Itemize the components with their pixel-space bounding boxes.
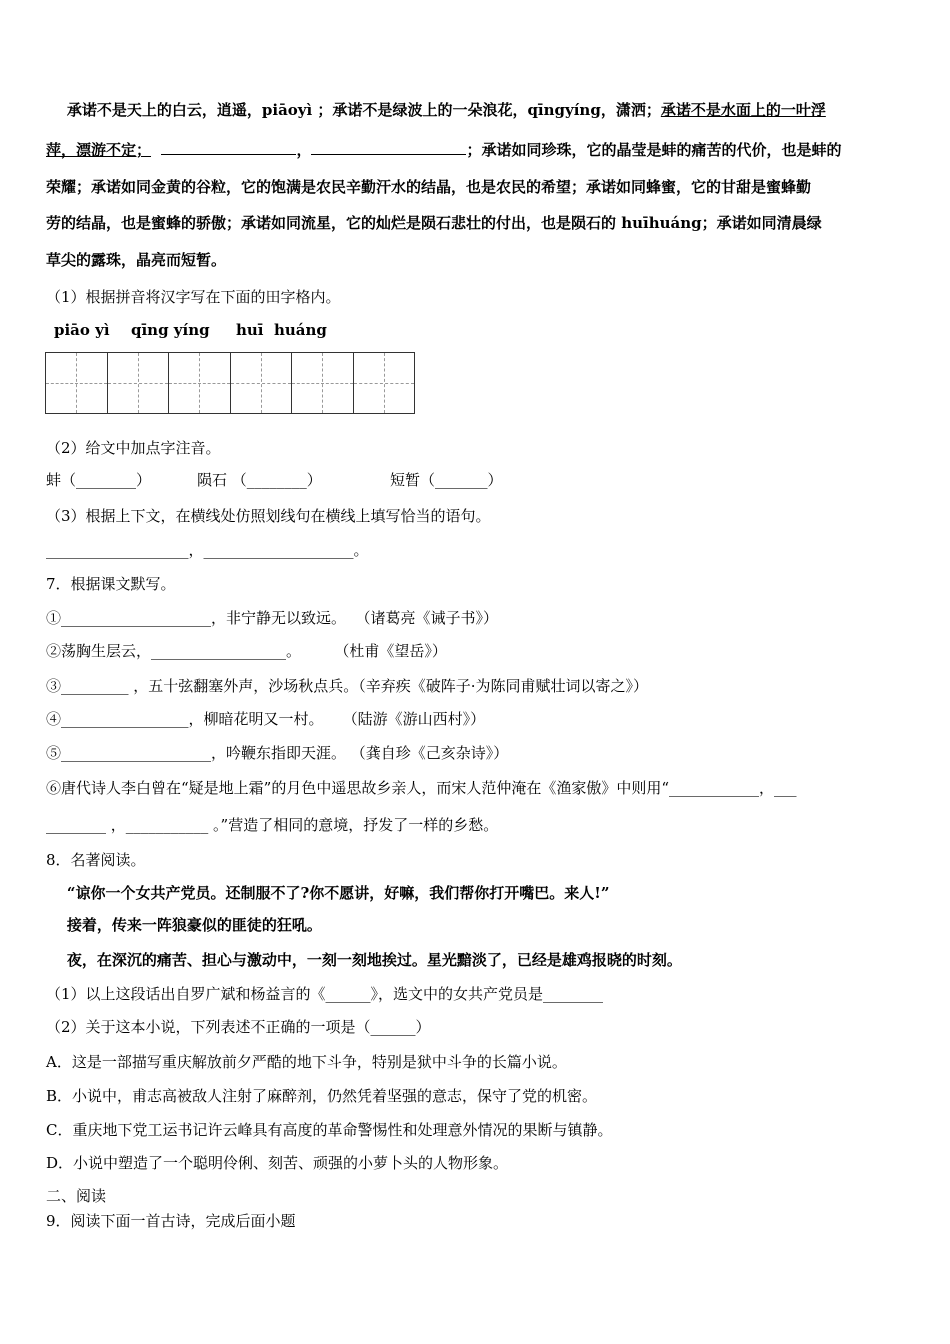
q7-item: ⑥唐代诗人李白曾在“疑是地上霜”的月色中遥思故乡亲人，而宋人范仲淹在《渔家傲》中则用“____________，___ [46,779,797,797]
tianzige-grid [45,352,415,414]
grid-cell[interactable] [231,353,293,413]
grid-cell[interactable] [354,353,415,413]
passage-line-1 [46,100,826,120]
section-heading: 二、阅读 [46,1187,107,1205]
q8-title: 8．名著阅读。 [46,851,146,869]
q1-prompt: （1）根据拼音将汉字写在下面的田字格内。 [46,288,341,306]
fill-blank[interactable] [161,140,296,155]
passage-line-4: 劳的结晶，也是蜜蜂的骄傲；承诺如同流星，它的灿烂是陨石悲壮的付出，也是陨石的 huīhuáng；承诺如同清晨绿 [46,214,822,232]
fill-blank[interactable] [311,140,466,155]
q8-quote: 夜，在深沉的痛苦、担心与激动中，一刻一刻地挨过。星光黯淡了，已经是雄鸡报晓的时刻。 [46,951,682,969]
q8-quote: 接着，传来一阵狼豪似的匪徒的狂吼。 [46,916,322,934]
underlined-sentence: 承诺不是水面上的一叶浮 [660,101,826,119]
passage-line-3: 荣耀；承诺如同金黄的谷粒，它的饱满是农民辛勤汗水的结晶，也是农民的希望；承诺如同蜂蜜，它的甘甜是蜜蜂勤 [46,178,812,196]
passage-text: ；承诺如同珍珠，它的晶莹是蚌的痛苦的代价，也是蚌的 [466,141,842,159]
pinyin-label: piāo yì [54,321,110,339]
option-b[interactable]: B．小说中，甫志高被敌人注射了麻醉剂，仍然凭着坚强的意志，保守了党的机密。 [46,1087,598,1105]
grid-cell[interactable] [108,353,170,413]
q7-item: ④_________________，柳暗花明又一村。 （陆游《游山西村》） [46,710,486,728]
q7-title: 7．根据课文默写。 [46,575,176,593]
q8-sub1: （1）以上这段话出自罗广斌和杨益言的《______》，选文中的女共产党员是________ [46,985,604,1003]
grid-cell[interactable] [292,353,354,413]
q8-quote: “谅你一个女共产党员。还制服不了?你不愿讲，好嘛，我们帮你打开嘴巴。来人!” [46,884,610,902]
q2-item: 蚌（________） [46,471,152,489]
grid-cell[interactable] [169,353,231,413]
passage-line-5: 草尖的露珠，晶亮而短暂。 [46,251,227,269]
q3-prompt: （3）根据上下文，在横线处仿照划线句在横线上填写恰当的语句。 [46,507,491,525]
underlined-sentence-end: 萍，漂游不定； [46,141,152,159]
passage-line-2: 萍，漂游不定； ， ；承诺如同珍珠，它的晶莹是蚌的痛苦的代价，也是蚌的 [46,141,842,159]
q7-item: ③_________ ，五十弦翻塞外声，沙场秋点兵。（辛弃疾《破阵子·为陈同甫赋壮词以寄之》） [46,677,649,695]
pinyin-label: qīng yíng [131,321,210,339]
q2-prompt: （2）给文中加点字注音。 [46,439,221,457]
q7-item: ②荡胸生层云，__________________。 （杜甫《望岳》） [46,642,447,660]
q7-item: ⑤____________________，吟鞭东指即天涯。 （龚自珍《己亥杂诗》） [46,744,509,762]
q7-item: ①____________________，非宁静无以致远。 （诸葛亮《诫子书》） [46,609,499,627]
q3-answer-line[interactable]: ___________________，____________________。 [46,541,369,559]
q8-sub2: （2）关于这本小说，下列表述不正确的一项是（______） [46,1018,431,1036]
q9-prompt: 9．阅读下面一首古诗，完成后面小题 [46,1212,296,1230]
option-a[interactable]: A．这是一部描写重庆解放前夕严酷的地下斗争，特别是狱中斗争的长篇小说。 [46,1053,567,1071]
q2-item: 短暂（_______） [390,471,503,489]
passage-text: 承诺不是天上的白云，逍遥，piāoyì ；承诺不是绿波上的一朵浪花，qīngyíng，潇洒； [46,101,661,119]
q2-item: 陨石 （________） [197,471,322,489]
option-d[interactable]: D．小说中塑造了一个聪明伶俐、刻苦、顽强的小萝卜头的人物形象。 [46,1154,509,1172]
grid-cell[interactable] [46,353,108,413]
q7-item: ________ ，___________ 。”营造了相同的意境，抒发了一样的乡愁。 [46,816,499,834]
pinyin-label: huī huáng [236,321,327,339]
option-c[interactable]: C．重庆地下党工运书记许云峰具有高度的革命警惕性和处理意外情况的果断与镇静。 [46,1121,613,1139]
